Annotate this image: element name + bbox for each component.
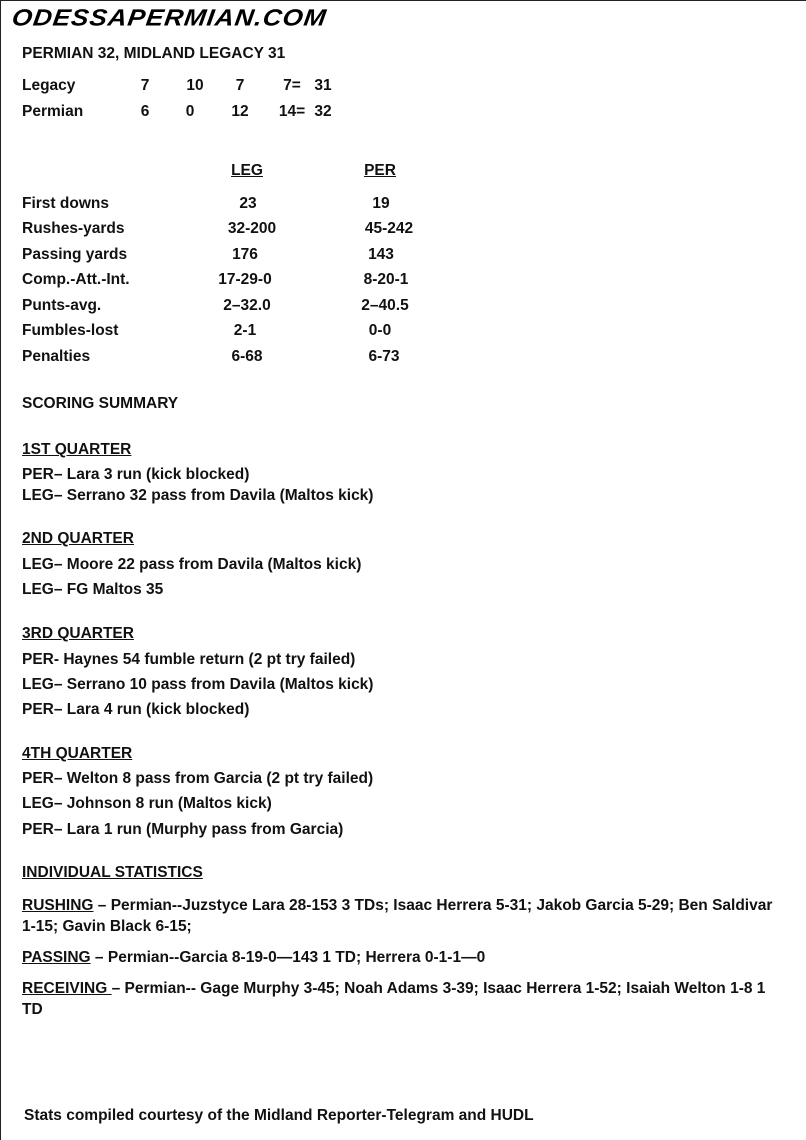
individual-passing xyxy=(22,947,782,968)
scoring-play: LEG– Johnson 8 run (Maltos kick) xyxy=(22,795,272,812)
stats-leg-value: 2–32.0 xyxy=(223,297,271,314)
headline: PERMIAN 32, MIDLAND LEGACY 31 xyxy=(22,45,286,62)
linescore-q2: 10 xyxy=(186,77,204,94)
stat-category-text: – Permian--Garcia 8-19-0—143 1 TD; Herrera 0-1-1—0 xyxy=(90,949,486,966)
stat-category-label: RECEIVING xyxy=(22,980,112,997)
footer-credit: Stats compiled courtesy of the Midland Reporter-Telegram and HUDL xyxy=(24,1107,534,1124)
stats-per-value: 45-242 xyxy=(364,220,414,237)
individual-stats-title: INDIVIDUAL STATISTICS xyxy=(22,864,203,881)
individual-rushing xyxy=(22,895,782,937)
linescore-q4: 14= xyxy=(278,103,306,120)
scoring-play: LEG– Serrano 10 pass from Davila (Maltos kick) xyxy=(22,676,374,693)
stats-leg-value: 23 xyxy=(239,195,257,212)
quarter-title: 3RD QUARTER xyxy=(22,625,134,642)
page-border-top xyxy=(0,0,806,1)
scoring-play: PER– Welton 8 pass from Garcia (2 pt try failed) xyxy=(22,770,374,787)
scoring-play: PER– Lara 4 run (kick blocked) xyxy=(22,701,250,718)
linescore-q2: 0 xyxy=(185,103,195,120)
scoring-play: PER– Lara 3 run (kick blocked) xyxy=(22,466,250,483)
linescore-total: 32 xyxy=(314,103,332,120)
linescore-total: 31 xyxy=(314,77,332,94)
stats-label: Passing yards xyxy=(22,246,128,263)
stats-leg-value: 32-200 xyxy=(227,220,277,237)
stats-leg-value: 2-1 xyxy=(233,322,257,339)
quarter-title: 1ST QUARTER xyxy=(22,441,132,458)
scoring-play: LEG– Moore 22 pass from Davila (Maltos kick) xyxy=(22,556,362,573)
scoring-play: PER– Lara 1 run (Murphy pass from Garcia) xyxy=(22,821,344,838)
stats-header-per: PER xyxy=(364,162,396,179)
stats-leg-value: 6-68 xyxy=(231,348,263,365)
stats-leg-value: 17-29-0 xyxy=(218,271,272,288)
stats-label: First downs xyxy=(22,195,109,212)
scoring-play: PER- Haynes 54 fumble return (2 pt try failed) xyxy=(22,651,356,668)
stat-category-text: – Permian--Juzstyce Lara 28-153 3 TDs; Isaac Herrera 5-31; Jakob Garcia 5-29; Ben Saldivar 1-15; Gavin Black 6-15; xyxy=(22,897,773,935)
linescore-q3: 12 xyxy=(231,103,249,120)
scoring-play: LEG– FG Maltos 35 xyxy=(22,581,164,598)
stat-category-label: PASSING xyxy=(22,949,91,966)
stats-per-value: 143 xyxy=(368,246,394,263)
linescore-team: Legacy xyxy=(22,77,76,94)
stats-header-leg: LEG xyxy=(231,162,263,179)
linescore-q1: 7 xyxy=(140,77,150,94)
stats-leg-value: 176 xyxy=(232,246,258,263)
stats-label: Penalties xyxy=(22,348,91,365)
stats-label: Rushes-yards xyxy=(22,220,125,237)
stats-label: Fumbles-lost xyxy=(22,322,119,339)
stats-per-value: 8-20-1 xyxy=(363,271,409,288)
quarter-title: 2ND QUARTER xyxy=(22,530,134,547)
site-logo: ODESSAPERMIAN.COM xyxy=(10,4,329,31)
stats-label: Comp.-Att.-Int. xyxy=(22,271,130,288)
scoring-summary-title: SCORING SUMMARY xyxy=(22,395,179,412)
linescore-q4: 7= xyxy=(283,77,301,94)
stats-per-value: 19 xyxy=(372,195,390,212)
linescore-q3: 7 xyxy=(235,77,245,94)
individual-receiving xyxy=(22,978,782,1020)
stat-category-text: – Permian-- Gage Murphy 3-45; Noah Adams 3-39; Isaac Herrera 1-52; Isaiah Welton 1-8 1 TD xyxy=(22,980,766,1018)
page-border-left xyxy=(0,0,1,1140)
quarter-title: 4TH QUARTER xyxy=(22,745,133,762)
stats-label: Punts-avg. xyxy=(22,297,102,314)
scoring-play: LEG– Serrano 32 pass from Davila (Maltos kick) xyxy=(22,487,374,504)
stats-per-value: 2–40.5 xyxy=(361,297,409,314)
linescore-q1: 6 xyxy=(140,103,150,120)
stats-per-value: 6-73 xyxy=(368,348,400,365)
linescore-team: Permian xyxy=(22,103,84,120)
stats-per-value: 0-0 xyxy=(368,322,392,339)
stat-category-label: RUSHING xyxy=(22,897,94,914)
